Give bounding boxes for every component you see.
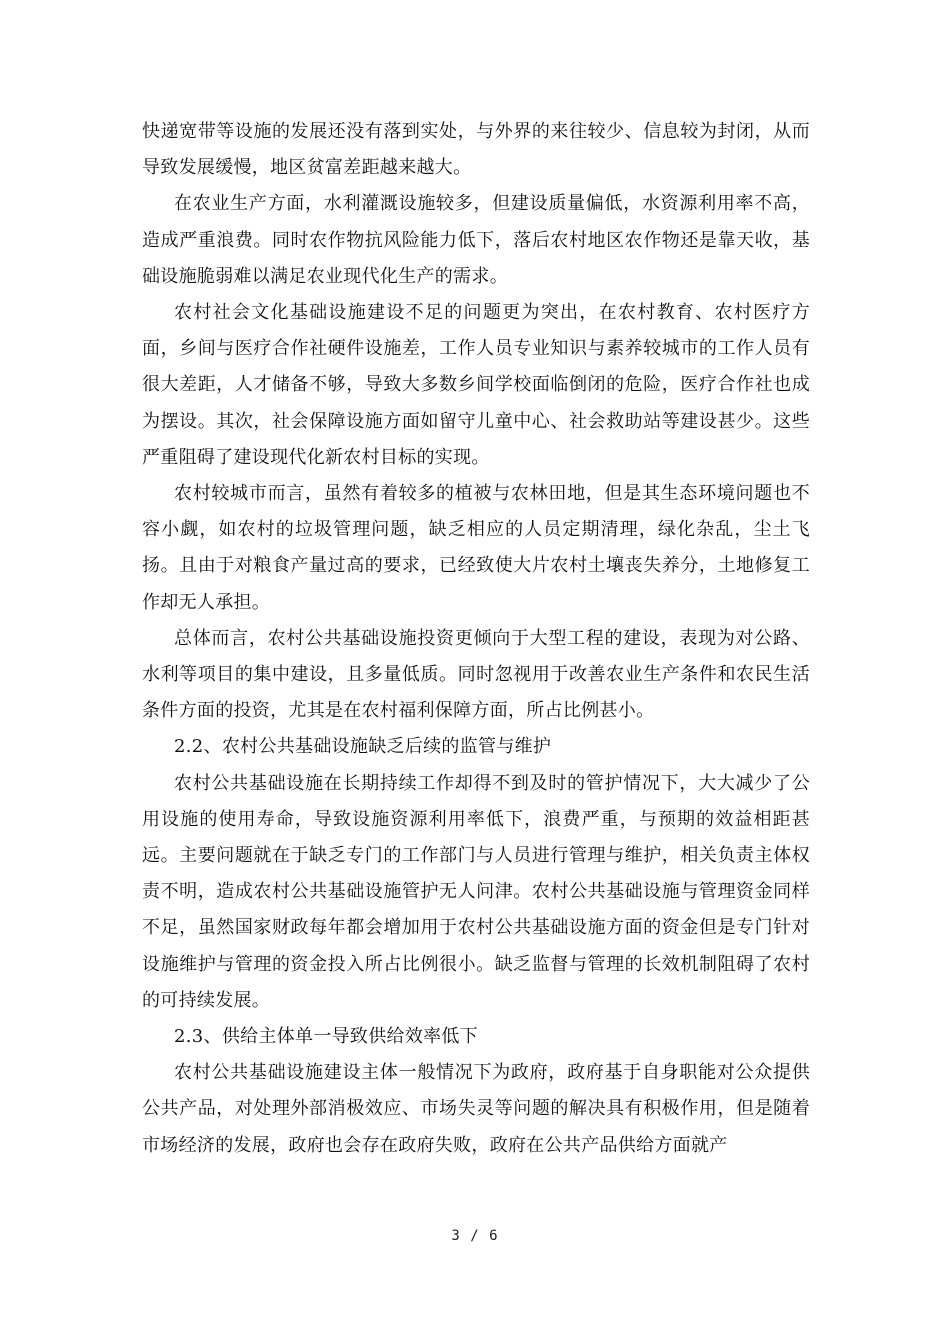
paragraph-environment: 农村较城市而言，虽然有着较多的植被与农林田地，但是其生态环境问题也不容小觑，如农村的垃圾管理问题，缺乏相应的人员定期清理，绿化杂乱，尘土飞扬。且由于对粮食产量过高的要求，已经致使大片农村土壤丧失养分，土地修复工作却无人承担。: [142, 483, 810, 613]
paragraph-agriculture: 在农业生产方面，水利灌溉设施较多，但建设质量偏低，水资源利用率不高，造成严重浪费。同时农作物抗风险能力低下，落后农村地区农作物还是靠天收，基础设施脆弱难以满足农业现代化生产的需求。: [142, 193, 810, 287]
paragraph-maintenance: 农村公共基础设施在长期持续工作却得不到及时的管护情况下，大大减少了公用设施的使用寿命，导致设施资源利用率低下，浪费严重，与预期的效益相距甚远。主要问题就在于缺乏专门的工作部门与人员进行管理与维护，相关负责主体权责不明，造成农村公共基础设施管护无人问津。农村公共基础设施与管理资金同样不足，虽然国家财政每年都会增加用于农村公共基础设施方面的资金但是专门针对设施维护与管理的资金投入所占比例很小。缺乏监督与管理的长效机制阻碍了农村的可持续发展。: [142, 772, 810, 1011]
page-number: 3 / 6: [451, 1228, 499, 1244]
paragraph-social-culture: 农村社会文化基础设施建设不足的问题更为突出，在农村教育、农村医疗方面，乡间与医疗合作社硬件设施差，工作人员专业知识与素养较城市的工作人员有很大差距，人才储备不够，导致大多数乡间学校面临倒闭的危险，医疗合作社也成为摆设。其次，社会保障设施方面如留守儿童中心、社会救助站等建设甚少。这些严重阻碍了建设现代化新农村目标的实现。: [142, 302, 810, 468]
paragraph-continued: 快递宽带等设施的发展还没有落到实处，与外界的来往较少、信息较为封闭，从而导致发展缓慢，地区贫富差距越来越大。: [142, 121, 810, 179]
paragraph-supply: 农村公共基础设施建设主体一般情况下为政府，政府基于自身职能对公众提供公共产品，对处理外部消极效应、市场失灵等问题的解决具有积极作用，但是随着市场经济的发展，政府也会存在政府失败，政府在公共产品供给方面就产: [142, 1062, 810, 1156]
paragraph-investment: 总体而言，农村公共基础设施投资更倾向于大型工程的建设，表现为对公路、水利等项目的集中建设，且多量低质。同时忽视用于改善农业生产条件和农民生活条件方面的投资，尤其是在农村福利保障方面，所占比例甚小。: [142, 627, 810, 722]
document-body: [142, 114, 810, 1164]
section-heading-2-3: 2.3、供给主体单一导致供给效率低下: [174, 1026, 479, 1048]
section-heading-2-2: 2.2、农村公共基础设施缺乏后续的监管与维护: [174, 736, 552, 758]
